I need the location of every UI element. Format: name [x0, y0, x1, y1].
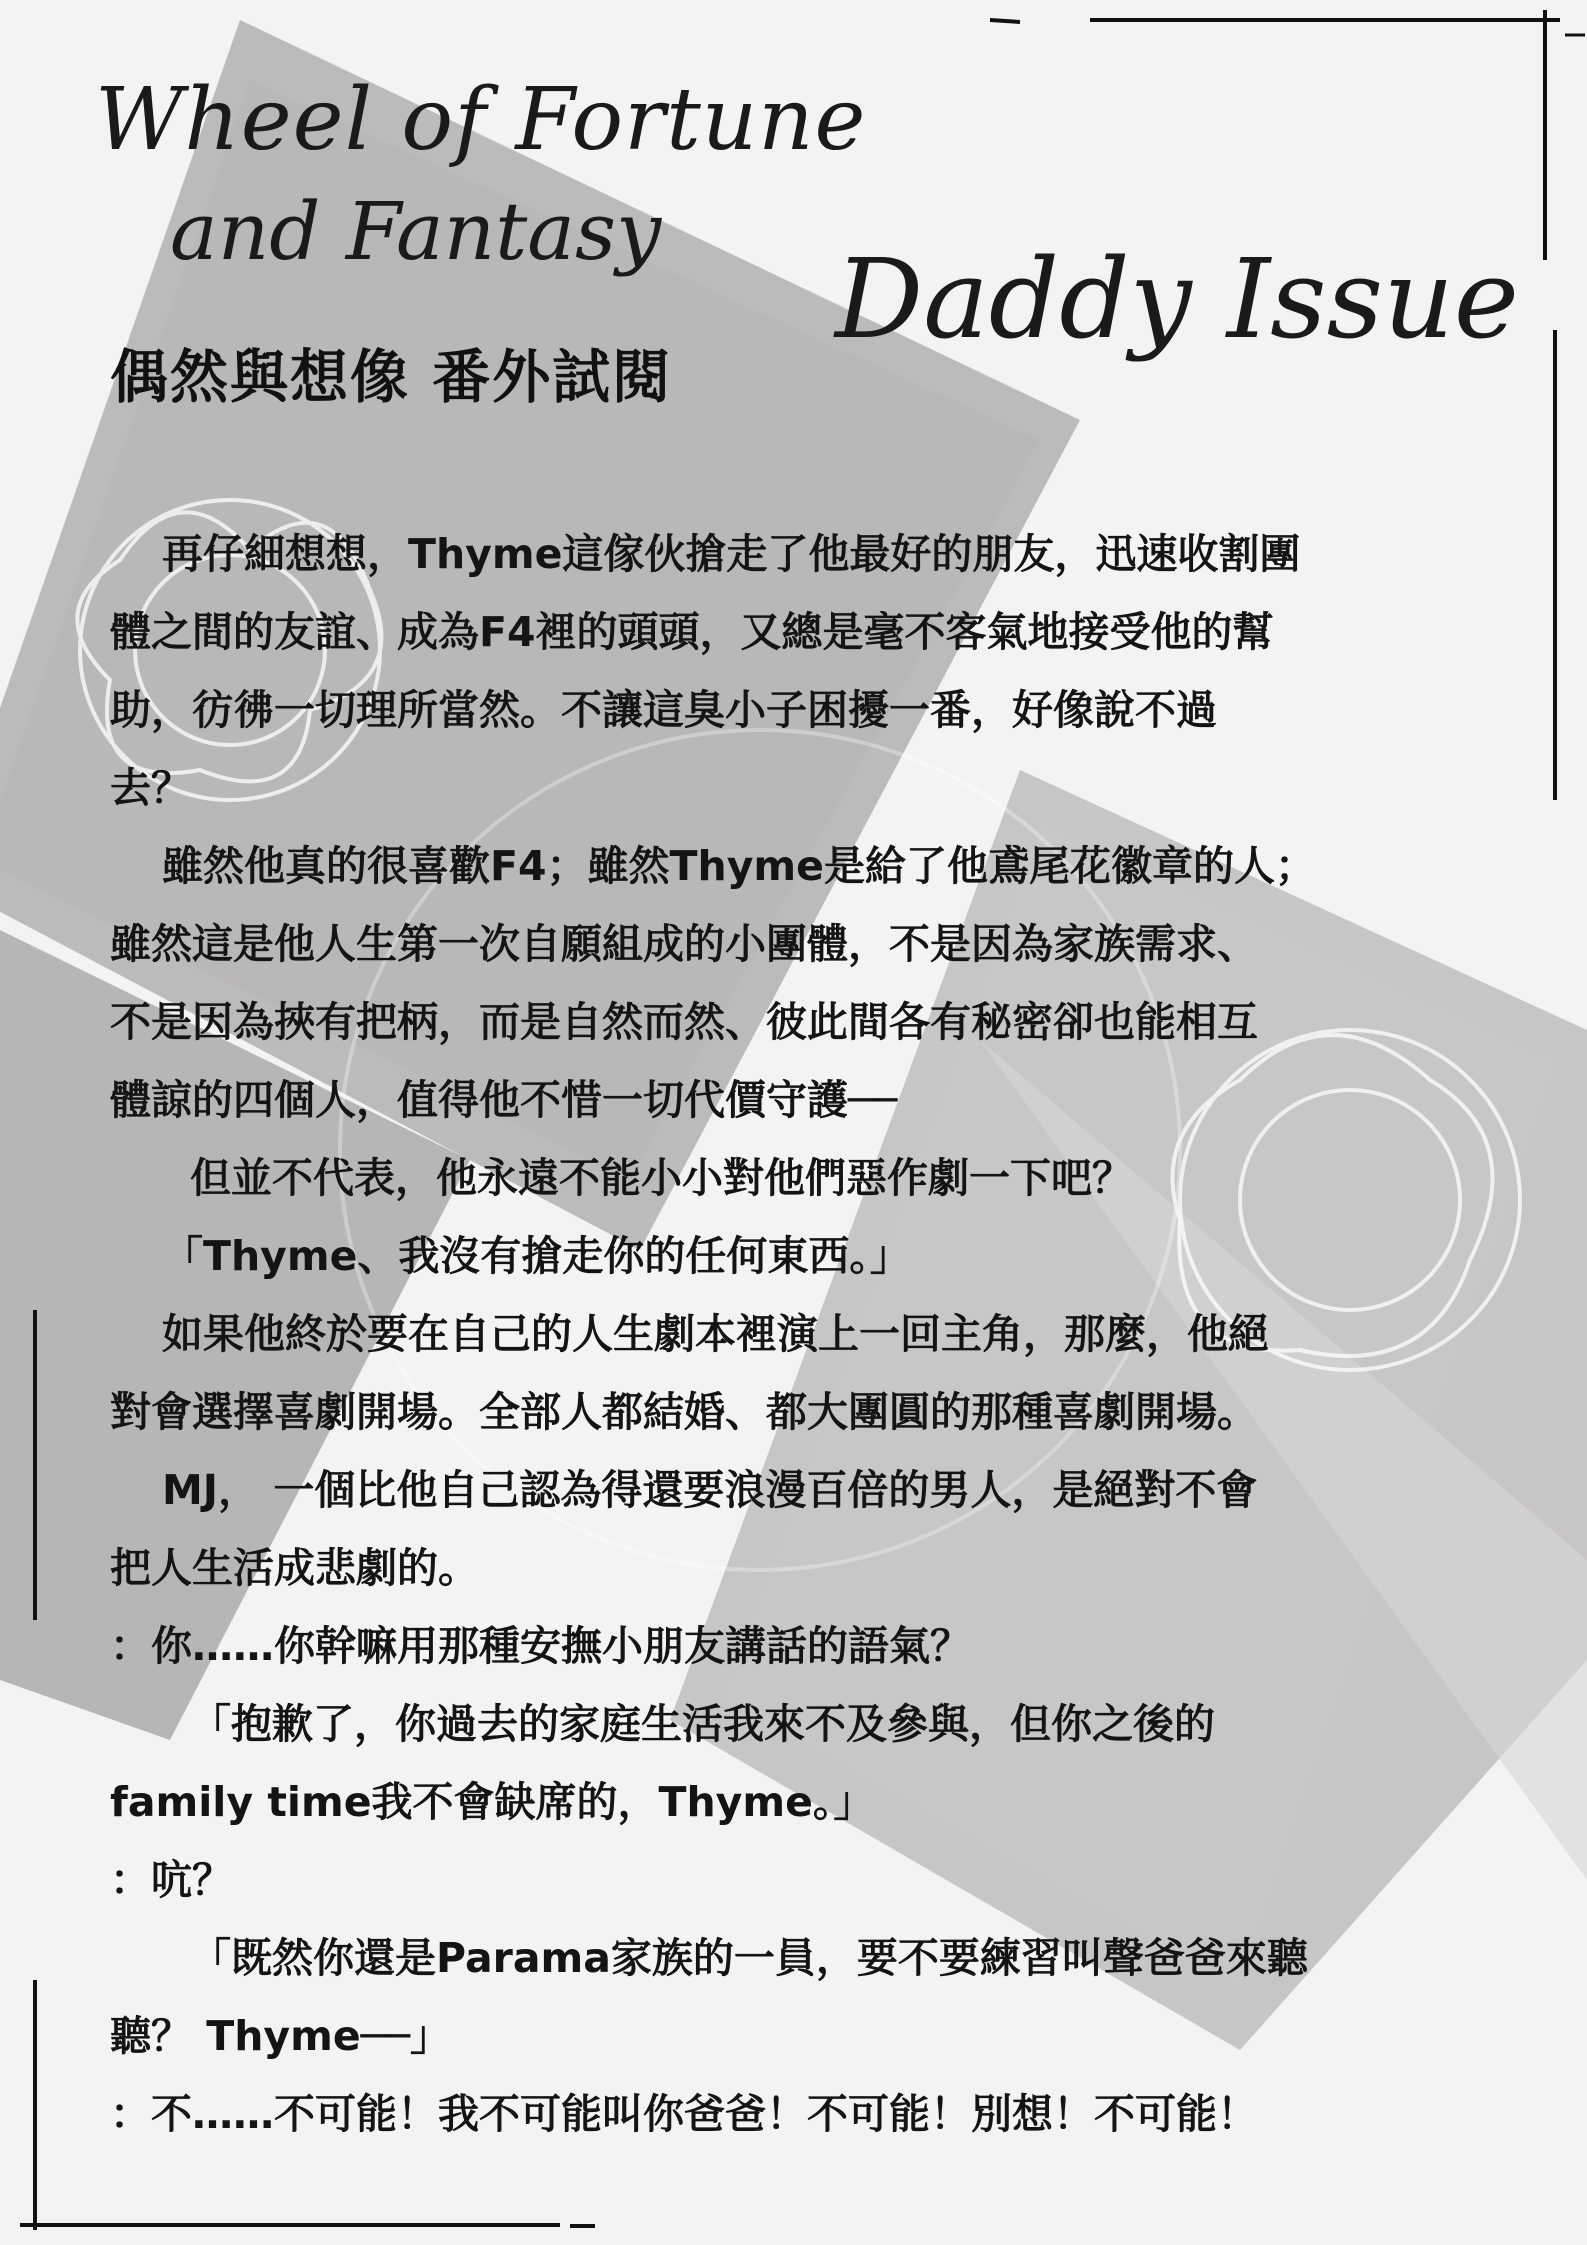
text-line: 去？: [110, 764, 192, 812]
text-line: 「抱歉了，你過去的家庭生活我來不及參與，但你之後的: [190, 1700, 1215, 1748]
text-line: 體之間的友誼、成為F4裡的頭頭，又總是毫不客氣地接受他的幫: [110, 608, 1274, 656]
text-line: 「Thyme、我沒有搶走你的任何東西。」: [162, 1232, 911, 1280]
text-line: 助，彷彿一切理所當然。不讓這臭小子困擾一番，好像說不過: [110, 686, 1217, 734]
script-title-line1: Wheel of Fortune: [95, 70, 867, 170]
text-line: 再仔細想想，Thyme這傢伙搶走了他最好的朋友，迅速收割團: [162, 530, 1301, 578]
story-text: [110, 515, 1480, 2153]
text-line: 聽？ Thyme──」: [110, 2012, 452, 2060]
text-line: 把人生活成悲劇的。: [110, 1544, 479, 1592]
text-line: 雖然這是他人生第一次自願組成的小團體，不是因為家族需求、: [110, 920, 1258, 968]
script-title-line2: and Fantasy: [170, 185, 662, 278]
text-line: 不是因為挾有把柄，而是自然而然、彼此間各有秘密卻也能相互: [110, 998, 1258, 1046]
text-line: 對會選擇喜劇開場。全部人都結婚、都大團圓的那種喜劇開場。: [110, 1388, 1258, 1436]
text-line: 但並不代表，他永遠不能小小對他們惡作劇一下吧？: [190, 1154, 1133, 1202]
text-line: 如果他終於要在自己的人生劇本裡演上一回主角，那麼，他絕: [162, 1310, 1269, 1358]
text-line: ：吭？: [110, 1856, 233, 1904]
text-line: family time我不會缺席的，Thyme。」: [110, 1778, 875, 1826]
chapter-title: Daddy Issue: [835, 235, 1520, 363]
text-line: ：你……你幹嘛用那種安撫小朋友講話的語氣？: [110, 1622, 971, 1670]
text-line: 雖然他真的很喜歡F4；雖然Thyme是給了他鳶尾花徽章的人；: [162, 842, 1316, 890]
text-line: ：不……不可能！我不可能叫你爸爸！不可能！別想！不可能！: [110, 2090, 1258, 2138]
text-line: 體諒的四個人，值得他不惜一切代價守護──: [110, 1076, 898, 1124]
text-line: MJ， 一個比他自己認為得還要浪漫百倍的男人，是絕對不會: [162, 1466, 1258, 1514]
book-subtitle: 偶然與想像 番外試閱: [110, 343, 673, 411]
text-line: 「既然你還是Parama家族的一員，要不要練習叫聲爸爸來聽: [190, 1934, 1308, 1982]
